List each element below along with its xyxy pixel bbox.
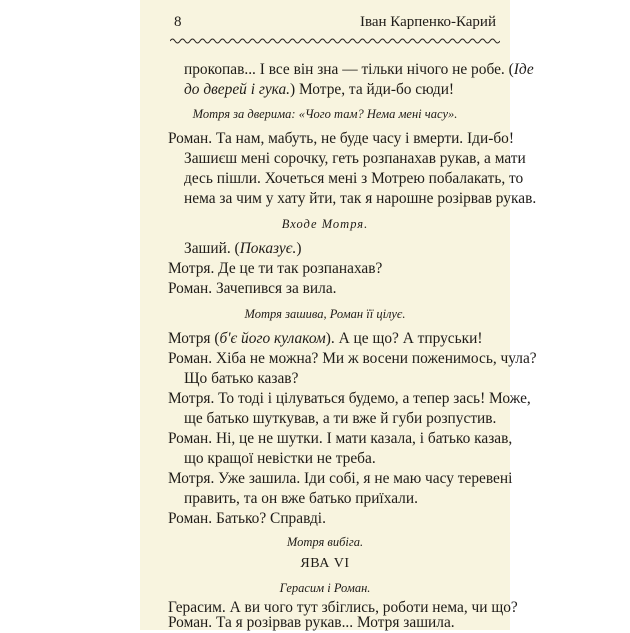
text-line: прокопав... І все він зна — тільки нічого не робе. (Іде [184,61,534,78]
text-line: Роман. Ні, це не шутки. І мати казала, і батько казав, [168,430,513,447]
text-line: Роман. Та нам, мабуть, не буде часу і вмерти. Іди-бо! [168,130,514,147]
text-line: до дверей і гука.) Мотре, та йди-бо сюди! [184,81,455,98]
book-page [140,0,537,631]
text-line: Роман. Зачепився за вила. [168,280,337,297]
running-header-author: Іван Карпенко-Карий [359,14,496,30]
stage-direction: Герасим і Роман. [279,581,371,595]
stage-direction: Мотря зашива, Роман її цілує. [244,307,406,321]
text-line: ще батько шуткував, а ти вже й губи розпустив. [184,410,497,427]
stage-direction: Мотря за дверима: «Чого там? Нема мені часу». [192,107,458,121]
text-line: править, та он вже батько приїхали. [184,490,418,507]
stage-direction: Входе Мотря. [281,217,369,231]
stage-direction: Мотря вибіга. [286,535,364,549]
text-line: Роман. Батько? Справді. [168,510,326,527]
scene-heading: ЯВА VI [300,556,350,571]
text-line: Зашиєш мені сорочку, геть розпанахав рукав, а мати [184,150,526,167]
text-line: Мотря. Уже зашила. Іди собі, я не маю часу теревені [168,470,513,487]
text-line: десь пішли. Хочеться мені з Мотрею побалакать, то [184,170,524,187]
text-line: нема за чим у хату йти, так я нарошне розірвав рукав. [184,190,537,207]
text-line: Заший. (Показує.) [184,240,302,257]
text-line: Мотря. То тоді і цілуваться будемо, а тепер зась! Може, [168,390,531,407]
page-number: 8 [174,14,182,30]
text-line: Роман. Та я розірвав рукав... Мотря зашила. [168,614,455,631]
wavy-rule [170,36,500,46]
text-line: Герасим. А ви чого тут збіглись, роботи нема, чи що? [168,599,518,616]
text-line: Мотря. Де це ти так розпанахав? [168,260,383,277]
text-line: Мотря (б'є його кулаком). А це що? А тпруськи! [168,330,483,347]
text-line: Що батько казав? [184,370,299,387]
text-line: Роман. Хіба не можна? Ми ж восени поженимось, чула? [168,350,537,367]
text-line: що кращої невістки не треба. [184,450,376,467]
